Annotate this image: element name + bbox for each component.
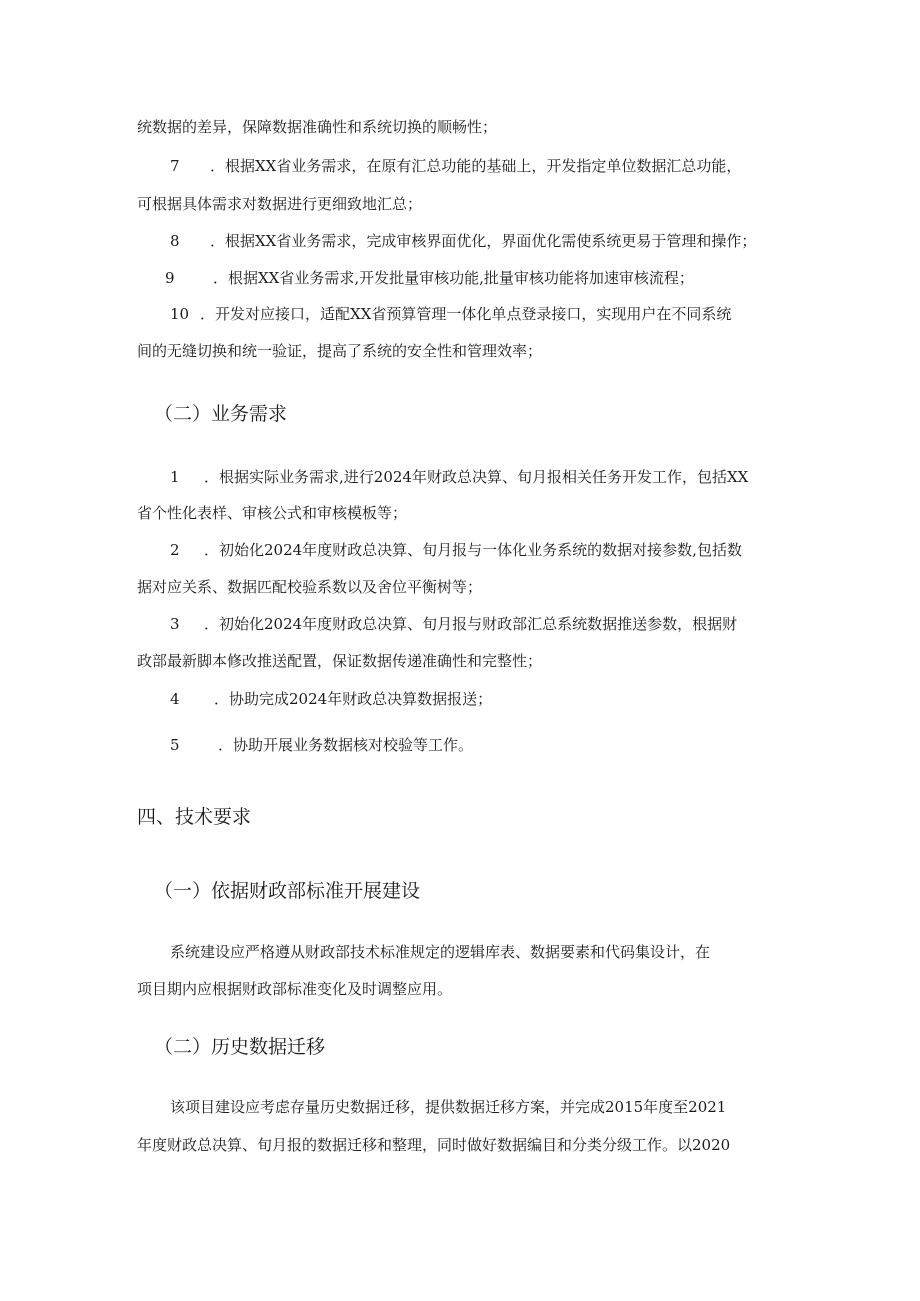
section-heading: （二）历史数据迁移 — [154, 1036, 326, 1058]
list-item — [170, 734, 797, 756]
list-item — [170, 613, 797, 635]
list-item-number: 10 — [170, 305, 190, 323]
paragraph-line: 省个性化表样、审核公式和审核模板等； — [137, 504, 408, 522]
section-heading: （二）业务需求 — [154, 403, 288, 425]
paragraph-line: 政部最新脚本修改推送配置，保证数据传递准确性和完整性； — [137, 652, 543, 670]
list-item-text: ．初始化2024年度财政总决算、旬月报与财政部汇总系统数据推送参数，根据财 — [204, 615, 738, 633]
paragraph-line: 项目期内应根据财政部标准变化及时调整应用。 — [137, 980, 453, 998]
list-item — [170, 303, 797, 325]
list-item-text: ．初始化2024年度财政总决算、旬月报与一体化业务系统的数据对接参数,包括数 — [204, 541, 742, 559]
list-item-number: 4 — [170, 690, 180, 708]
paragraph-line: 间的无缝切换和统一验证，提高了系统的安全性和管理效率； — [137, 342, 543, 360]
list-item — [165, 267, 792, 289]
paragraph-line: 该项目建设应考虑存量历史数据迁移，提供数据迁移方案，并完成2015年度至2021 — [170, 1098, 727, 1116]
chapter-heading: 四、技术要求 — [137, 806, 252, 828]
list-item-number: 5 — [170, 736, 180, 754]
paragraph-line: 统数据的差异，保障数据准确性和系统切换的顺畅性； — [137, 118, 498, 136]
list-item-text: ．根据XX省业务需求，在原有汇总功能的基础上，开发指定单位数据汇总功能， — [210, 157, 742, 175]
list-item-text: ．协助开展业务数据核对校验等工作。 — [218, 736, 474, 754]
paragraph-line: 系统建设应严格遵从财政部技术标准规定的逻辑库表、数据要素和代码集设计，在 — [170, 943, 711, 961]
list-item-text: ．根据XX省业务需求,开发批量审核功能,批量审核功能将加速审核流程； — [213, 269, 694, 287]
paragraph-line: 年度财政总决算、旬月报的数据迁移和整理，同时做好数据编目和分类分级工作。以2020 — [137, 1136, 731, 1154]
section-heading: （一）依据财政部标准开展建设 — [154, 880, 421, 902]
list-item — [170, 466, 797, 488]
list-item — [170, 539, 797, 561]
list-item-number: 7 — [170, 157, 180, 175]
list-item-number: 2 — [170, 541, 180, 559]
list-item-number: 1 — [170, 468, 180, 486]
list-item-text: ．开发对应接口，适配XX省预算管理一体化单点登录接口，实现用户在不同系统 — [200, 305, 732, 323]
list-item — [170, 155, 797, 177]
list-item — [170, 230, 797, 252]
list-item-number: 3 — [170, 615, 180, 633]
paragraph-line: 据对应关系、数据匹配校验系数以及舍位平衡树等； — [137, 578, 483, 596]
paragraph-line: 可根据具体需求对数据进行更细致地汇总； — [137, 195, 423, 213]
list-item — [170, 688, 797, 710]
list-item-text: ．根据XX省业务需求，完成审核界面优化，界面优化需使系统更易于管理和操作； — [210, 232, 757, 250]
list-item-number: 9 — [165, 269, 175, 287]
list-item-text: ．根据实际业务需求,进行2024年财政总决算、旬月报相关任务开发工作，包括XX — [204, 468, 749, 486]
list-item-number: 8 — [170, 232, 180, 250]
list-item-text: ．协助完成2024年财政总决算数据报送； — [214, 690, 493, 708]
